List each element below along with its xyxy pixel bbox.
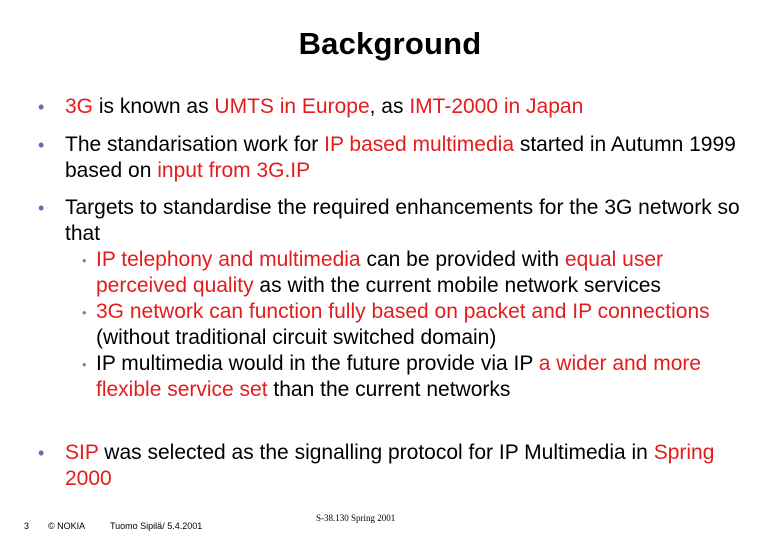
body-text: The standarisation work for [65, 133, 325, 156]
highlight-text: Spring 2000 [65, 441, 715, 490]
bullet-item-1 [38, 132, 755, 184]
highlight-text: UMTS in Europe [214, 95, 370, 118]
body-text: is known as [93, 95, 215, 118]
body-text: Targets to standardise the required enhancements for the 3G network so that [65, 196, 740, 245]
page-number: 3 [24, 521, 30, 531]
highlight-text: a wider and more flexible service set [96, 352, 702, 401]
body-text: than the current networks [267, 378, 511, 401]
bullet-dot-icon: • [38, 135, 45, 155]
author-date: Tuomo Sipilä/ 5.4.2001 [110, 521, 203, 531]
highlight-text: 3G [65, 95, 94, 118]
bullet-item-3 [38, 440, 755, 492]
highlight-text: equal user perceived quality [96, 248, 663, 297]
highlight-text: 3G network can function fully based on packet and IP connections [96, 300, 710, 323]
highlight-text: input from 3G.IP [157, 159, 311, 182]
body-text: can be provided with [360, 248, 565, 271]
sub-bullet-dot-icon: • [82, 253, 87, 268]
course-label: S-38.130 Spring 2001 [316, 513, 396, 523]
body-text: (without traditional circuit switched domain) [96, 326, 497, 349]
bullet-item-0 [38, 94, 755, 120]
sub-bullet-item [65, 299, 755, 351]
bullet-dot-icon: • [38, 198, 45, 218]
body-text: was selected as the signalling protocol for IP Multimedia in [98, 441, 654, 464]
slide-title: Background [298, 26, 482, 61]
highlight-text: SIP [65, 441, 99, 464]
copyright-text: © NOKIA [48, 521, 86, 531]
sub-bullet-dot-icon: • [82, 357, 87, 372]
bullet-item-2 [38, 195, 755, 403]
sub-bullet-item [65, 351, 755, 403]
bullet-dot-icon: • [38, 97, 45, 117]
body-text: started in Autumn 1999 based on [65, 133, 736, 182]
body-text: as with the current mobile network services [253, 274, 661, 297]
highlight-text: IMT-2000 in Japan [409, 95, 584, 118]
bullet-dot-icon: • [38, 443, 45, 463]
sub-bullet-list [65, 247, 755, 403]
sub-bullet-dot-icon: • [82, 305, 87, 320]
body-text: , as [369, 95, 410, 118]
highlight-text: IP telephony and multimedia [96, 248, 361, 271]
highlight-text: IP based multimedia [324, 133, 515, 156]
sub-bullet-item [65, 247, 755, 299]
body-text: IP multimedia would in the future provide via IP [96, 352, 539, 375]
